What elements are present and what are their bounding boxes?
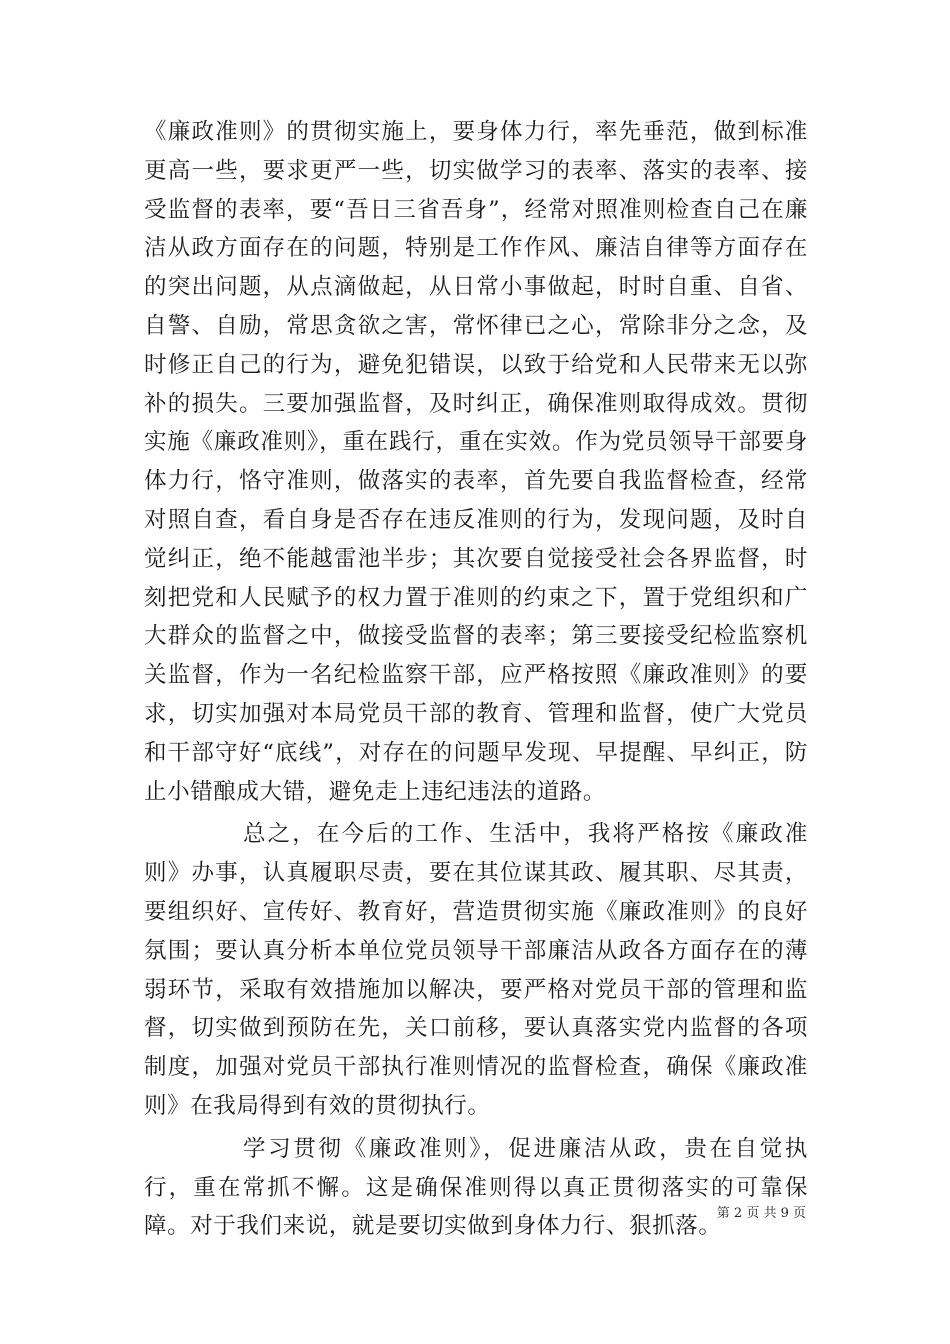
- page-number-footer: 第 2 页 共 9 页: [716, 1206, 806, 1221]
- document-body: [144, 113, 808, 1246]
- paragraph-continuation: 《廉政准则》的贯彻实施上，要身体力行，率先垂范，做到标准更高一些，要求更严一些，切实做学习的表率、落实的表率、接受监督的表率，要“吾日三省吾身”，经常对照准则检查自己在廉洁从政方面存在的问题，特别是工作作风、廉洁自律等方面存在的突出问题，从点滴做起，从日常小事做起，时时自重、自省、自警、自励，常思贪欲之害，常怀律已之心，常除非分之念，及时修正自己的行为，避免犯错误，以致于给党和人民带来无以弥补的损失。三要加强监督，及时纠正，确保准则取得成效。贯彻实施《廉政准则》，重在践行，重在实效。作为党员领导干部要身体力行，恪守准则，做落实的表率，首先要自我监督检查，经常对照自查，看自身是否存在违反准则的行为，发现问题，及时自觉纠正，绝不能越雷池半步；其次要自觉接受社会各界监督，时刻把党和人民赋予的权力置于准则的约束之下，置于党组织和广大群众的监督之中，做接受监督的表率；第三要接受纪检监察机关监督，作为一名纪检监察干部，应严格按照《廉政准则》的要求，切实加强对本局党员干部的教育、管理和监督，使广大党员和干部守好“底线”，对存在的问题早发现、早提醒、早纠正，防止小错酿成大错，避免走上违纪违法的道路。: [144, 119, 808, 805]
- paragraph-summary: 总之，在今后的工作、生活中，我将严格按《廉政准则》办事，认真履职尽责，要在其位谋其政、履其职、尽其责，要组织好、宣传好、教育好，营造贯彻实施《廉政准则》的良好氛围；要认真分析本单位党员领导干部廉洁从政各方面存在的薄弱环节，采取有效措施加以解决，要严格对党员干部的管理和监督，切实做到预防在先，关口前移，要认真落实党内监督的各项制度，加强对党员干部执行准则情况的监督检查，确保《廉政准则》在我局得到有效的贯彻执行。: [144, 821, 808, 1119]
- paragraph-conclusion: 学习贯彻《廉政准则》，促进廉洁从政，贵在自觉执行，重在常抓不懈。这是确保准则得以真正贯彻落实的可靠保障。对于我们来说，就是要切实做到身体力行、狠抓落。: [144, 1135, 808, 1240]
